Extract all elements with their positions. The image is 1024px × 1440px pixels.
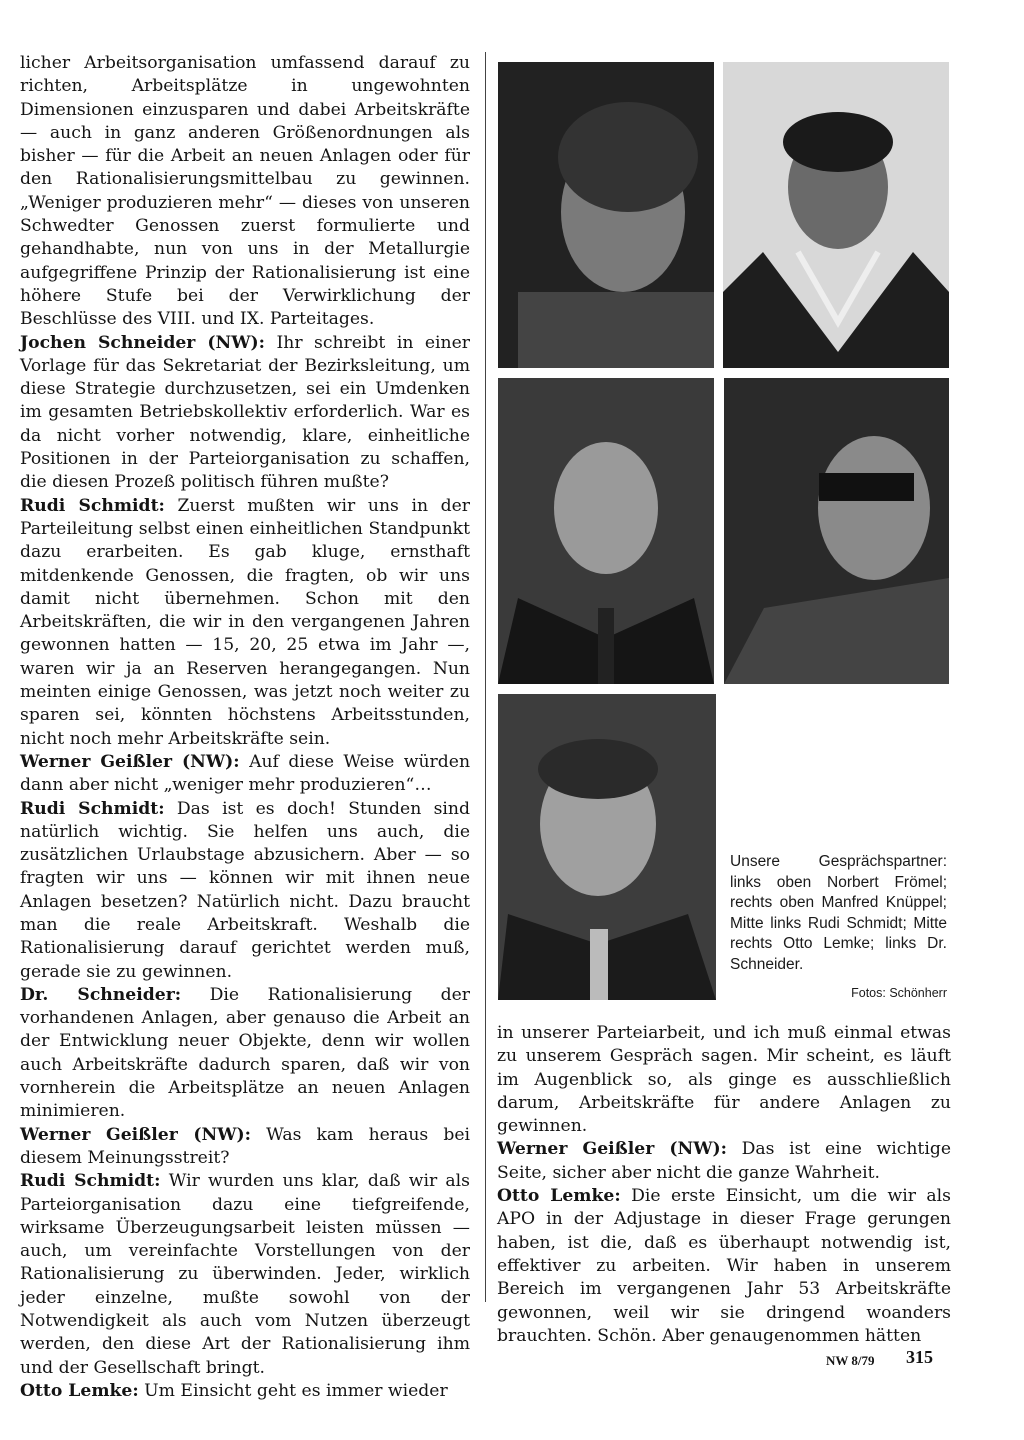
journal-issue: NW 8/79 [826, 1353, 875, 1368]
speaker-name: Rudi Schmidt: [20, 798, 165, 819]
portrait-photo-icon [498, 62, 714, 368]
speaker-name: Rudi Schmidt: [20, 1171, 161, 1192]
paragraph [20, 1170, 470, 1380]
portrait-photo-icon [498, 378, 714, 684]
paragraph [497, 1138, 951, 1185]
photo-credit: Fotos: Schönherr [851, 986, 947, 1000]
paragraph [20, 1380, 470, 1403]
paragraph-text: Zuerst mußten wir uns in der Parteileitung selbst einen einheitlichen Standpunkt dazu erarbeiten. Es gab kluge, ernsthaft mitdenkende Genossen, die fragten, ob wir uns damit nicht übernehmen. Schon mit den Arbeitskräften, die wir in den vergangenen Jahren gewonnen hatten — 15, 20, 25 etwa im Jahr —, waren wir ja an Reserven herangegangen. Nun meinten einige Genossen, was jetzt noch weiter zu sparen sei, könnten höchstens Arbeitsstunden, nicht noch mehr Arbeitskräfte sein. [20, 495, 471, 749]
paragraph [20, 1124, 470, 1171]
speaker-name: Dr. Schneider: [20, 984, 182, 1005]
paragraph-text: Um Einsicht geht es immer wieder [144, 1380, 448, 1401]
photo-caption: Unsere Gesprächspartner: links oben Norbert Frömel; rechts oben Manfred Knüppel; Mitte links Rudi Schmidt; Mitte rechts Otto Lemke; links Dr. Schneider. [730, 853, 947, 973]
paragraph [497, 1022, 951, 1138]
speaker-name: Otto Lemke: [20, 1380, 139, 1401]
paragraph-text: in unserer Parteiarbeit, und ich muß einmal etwas zu unserem Gespräch sagen. Mir scheint, es läuft im Augenblick so, als ginge es ausschließlich darum, Arbeitskräfte für andere Anlagen zu gewinnen. [497, 1023, 951, 1137]
article-column-left [20, 52, 470, 1403]
speaker-name: Werner Geißler (NW): [20, 751, 240, 772]
column-divider [485, 52, 486, 1302]
photo-middle-left [498, 378, 714, 684]
speaker-name: Otto Lemke: [497, 1186, 621, 1207]
photo-top-right [723, 62, 949, 368]
paragraph-text: Ihr schreibt in einer Vorlage für das Sekretariat der Bezirksleitung, um diese Strategie durchzusetzen, sei ein Umdenken im gesamten Betriebskollektiv erforderlich. War es da nicht vorher notwendig, klare, einheitliche Positionen in der Parteiorganisation zu schaffen, die diesen Prozeß politisch führen mußte? [20, 332, 471, 493]
paragraph-text: Auf diese Weise würden dann aber nicht „weniger mehr produzieren“… [20, 751, 471, 796]
speaker-name: Werner Geißler (NW): [20, 1124, 252, 1145]
portrait-photo-icon [724, 378, 949, 684]
photo-bottom-left [498, 694, 716, 1000]
speaker-name: Werner Geißler (NW): [497, 1139, 728, 1160]
speaker-name: Rudi Schmidt: [20, 495, 165, 516]
paragraph [20, 332, 470, 495]
portrait-photo-icon [498, 694, 716, 1000]
portrait-photo-icon [723, 62, 949, 368]
paragraph [20, 495, 470, 751]
paragraph [20, 984, 470, 1124]
paragraph [497, 1185, 951, 1348]
paragraph-text: Wir wurden uns klar, daß wir als Parteiorganisation dazu eine tiefgreifende, wirksame Überzeugungsarbeit leisten müssen — auch, um vereinfachte Vorstellungen von der Rationalisierung zu überwinden. Jeder, wirklich jeder einzelne, mußte sowohl von der Notwendigkeit als auch vom Nutzen überzeugt werden, den diese Art der Rationalisierung ihm und der Gesellschaft bringt. [20, 1171, 470, 1378]
paragraph-text: Was kam heraus bei diesem Meinungsstreit? [20, 1124, 471, 1168]
paragraph-text: licher Arbeitsorganisation umfassend darauf zu richten, Arbeitsplätze in ungewohnten Dimensionen einzusparen und dabei Arbeitskräfte — auch in ganz anderen Größenordnungen als bisher — für die Arbeit an neuen Anlagen oder für den Rationalisierungsmittelbau zu gewinnen. „Weniger produzieren mehr“ — dieses von unseren Schwedter Genossen zuerst formulierte und gehandhabte, nun von uns in der Metallurgie aufgegriffene Prinzip der Rationalisierung ist eine höhere Stufe bei der Verwirklichung der Beschlüsse des VIII. und IX. Parteitages. [20, 53, 470, 330]
paragraph [20, 798, 470, 984]
speaker-name: Jochen Schneider (NW): [20, 332, 265, 353]
article-column-right [497, 1022, 951, 1348]
paragraph-text: Die Rationalisierung der vorhandenen Anlagen, aber genauso die Arbeit an der Entwicklung neuer Objekte, denn wir wollen auch Arbeitskräfte dadurch sparen, daß wir von vornherein die Arbeitsplätze an neuen Anlagen minimieren. [20, 984, 470, 1122]
paragraph-text: Das ist eine wichtige Seite, sicher aber nicht die ganze Wahrheit. [497, 1139, 952, 1183]
paragraph-text: Die erste Einsicht, um die wir als APO in der Adjustage in dieser Frage gerungen haben, ist die, daß es überhaupt notwendig ist, effektiver zu arbeiten. Wir haben in unserem Bereich im vergangenen Jahr 53 Arbeitskräfte gewonnen, weil wir sie dringend woanders brauchten. Schön. Aber genaugenommen hätten [497, 1186, 951, 1346]
photo-middle-right [724, 378, 949, 684]
photo-top-left [498, 62, 714, 368]
paragraph [20, 52, 470, 332]
paragraph-text: Das ist es doch! Stunden sind natürlich wichtig. Sie helfen uns auch, die zusätzlichen Urlaubstage abzusichern. Aber — so fragten wir uns — können wir mit ihnen neue Anlagen besetzen? Natürlich nicht. Dazu braucht man die reale Arbeitskraft. Weshalb die Rationalisierung darauf gerichtet werden muß, gerade sie zu gewinnen. [20, 798, 471, 982]
page-number: 315 [906, 1347, 933, 1367]
paragraph [20, 751, 470, 798]
